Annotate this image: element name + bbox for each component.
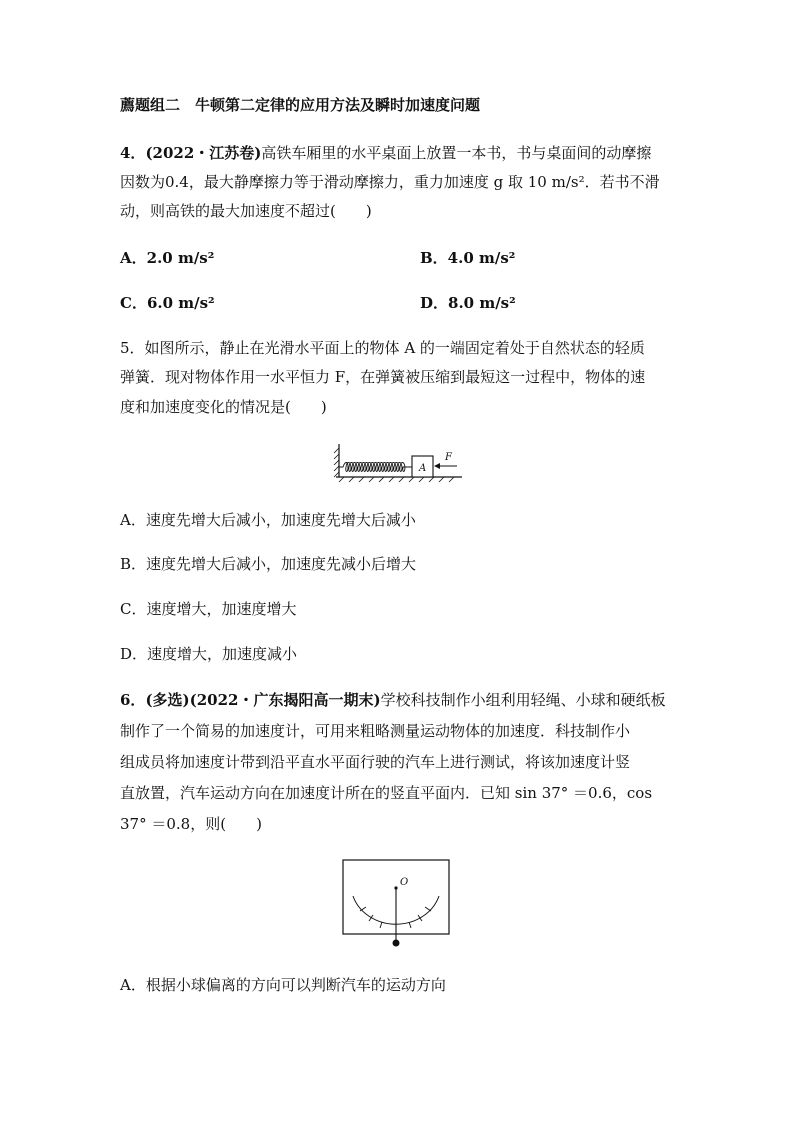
q6-stem-2: 制作了一个简易的加速度计，可用来粗略测量运动物体的加速度．科技制作小 [120, 722, 631, 740]
q4-option-d: D．8.0 m/s² [420, 294, 516, 312]
spring-block-figure [330, 440, 465, 485]
q6-stem-3: 组成员将加速度计带到沿平直水平面行驶的汽车上进行测试，将该加速度计竖 [120, 753, 631, 771]
q5-stem-1: 5．如图所示，静止在光滑水平面上的物体 A 的一端固定着处于自然状态的轻质 [120, 339, 645, 357]
q6-stem-1: 学校科技制作小组利用轻绳、小球和硬纸板 [380, 691, 666, 709]
q4-line-1 [120, 143, 651, 163]
block-a-label: A [419, 463, 427, 474]
force-arrowhead [434, 463, 440, 469]
q5-stem-3: 度和加速度变化的情况是( ) [120, 398, 327, 416]
q4-option-b: B．4.0 m/s² [420, 249, 516, 267]
small-ball [393, 940, 400, 947]
pivot-label: O [400, 877, 409, 888]
q6-stem-5: 37° ＝0.8，则( ) [120, 815, 262, 833]
accelerometer-figure [340, 858, 455, 950]
q4-source: (2022・江苏卷) [145, 144, 262, 162]
q5-option-a: A．速度先增大后减小，加速度先增大后减小 [120, 511, 416, 529]
q4-stem-2: 因数为0.4，最大静摩擦力等于滑动摩擦力，重力加速度 g 取 10 m/s²．若书不滑 [120, 173, 660, 191]
q4-option-c: C．6.0 m/s² [120, 294, 215, 312]
q5-option-c: C．速度增大，加速度增大 [120, 600, 297, 618]
spring [339, 463, 412, 472]
section-title: 薦题组二 牛顿第二定律的应用方法及瞬时加速度问题 [120, 96, 481, 114]
q6-number: 6． [120, 691, 146, 709]
q6-option-a: A．根据小球偏离的方向可以判断汽车的运动方向 [120, 976, 446, 994]
q6-source: (多选)(2022・广东揭阳高一期末) [145, 691, 381, 709]
q4-stem-1: 高铁车厢里的水平桌面上放置一本书，书与桌面间的动摩擦 [261, 144, 652, 162]
q5-option-b: B．速度先增大后减小，加速度先减小后增大 [120, 555, 417, 573]
q4-stem-3: 动，则高铁的最大加速度不超过( ) [120, 202, 372, 220]
q4-option-a: A．2.0 m/s² [120, 249, 215, 267]
force-label: F [445, 452, 452, 463]
q4-number: 4． [120, 144, 146, 162]
q6-stem-4: 直放置，汽车运动方向在加速度计所在的竖直平面内．已知 sin 37° ＝0.6，cos [120, 784, 653, 802]
q5-option-d: D．速度增大，加速度减小 [120, 645, 298, 663]
q6-line-1 [120, 690, 666, 710]
q5-stem-2: 弹簧．现对物体作用一水平恒力 F，在弹簧被压缩到最短这一过程中，物体的速 [120, 368, 646, 386]
